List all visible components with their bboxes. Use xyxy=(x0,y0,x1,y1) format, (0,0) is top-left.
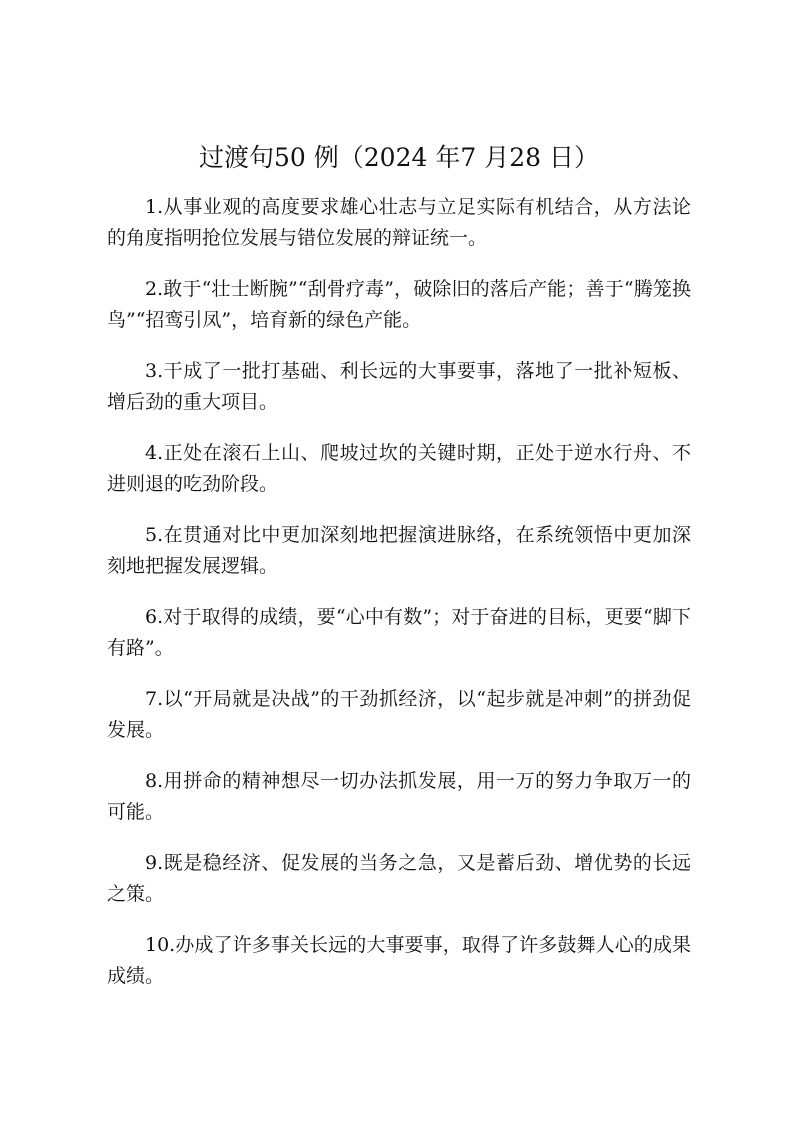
list-item: 7.以“开局就是决战”的干劲抓经济，以“起步就是冲刺”的拼劲促发展。 xyxy=(107,688,691,741)
list-item: 6.对于取得的成绩，要“心中有数”；对于奋进的目标，更要“脚下有路”。 xyxy=(107,606,691,659)
list-item: 5.在贯通对比中更加深刻地把握演进脉络，在系统领悟中更加深刻地把握发展逻辑。 xyxy=(107,524,691,577)
list-item: 8.用拼命的精神想尽一切办法抓发展，用一万的努力争取万一的可能。 xyxy=(107,770,691,823)
list-item: 4.正处在滚石上山、爬坡过坎的关键时期，正处于逆水行舟、不进则退的吃劲阶段。 xyxy=(107,442,691,495)
list-item: 3.干成了一批打基础、利长远的大事要事，落地了一批补短板、增后劲的重大项目。 xyxy=(107,360,691,413)
page-title: 过渡句50 例（2024 年7 月28 日） xyxy=(199,143,599,172)
list-item: 9.既是稳经济、促发展的当务之急，又是蓄后劲、增优势的长远之策。 xyxy=(107,852,691,905)
list-item: 2.敢于“壮士断腕”“刮骨疗毒”，破除旧的落后产能；善于“腾笼换鸟”“招鸾引凤”，培育新的绿色产能。 xyxy=(107,278,691,331)
list-item: 10.办成了许多事关长远的大事要事，取得了许多鼓舞人心的成果成绩。 xyxy=(107,934,691,987)
list-item: 1.从事业观的高度要求雄心壮志与立足实际有机结合，从方法论的角度指明抢位发展与错位发展的辩证统一。 xyxy=(107,196,691,249)
